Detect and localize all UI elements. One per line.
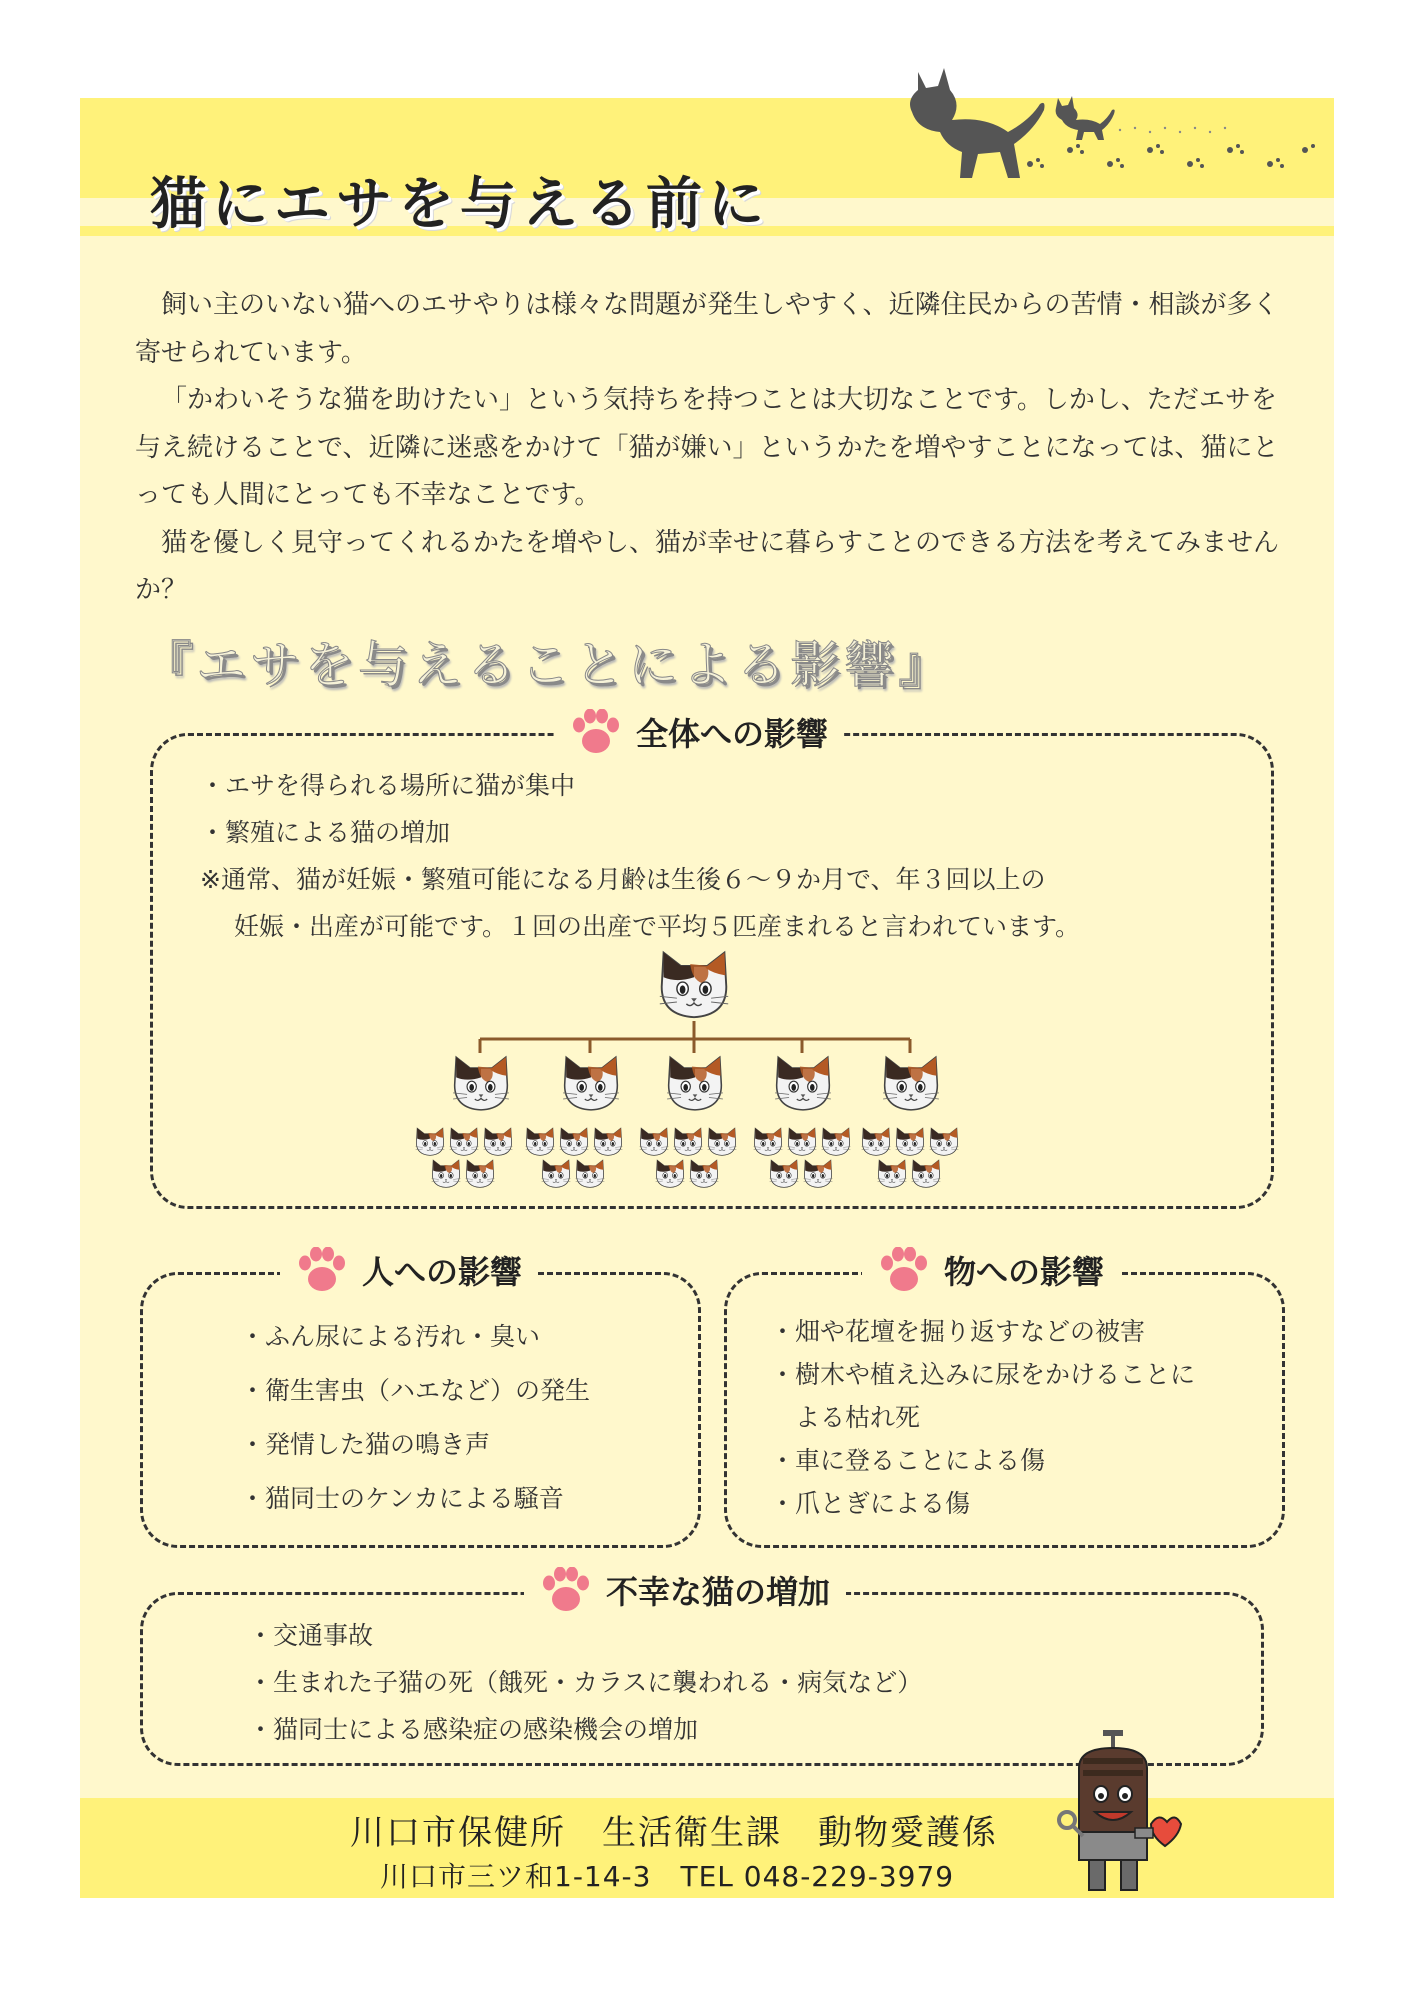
cat-face-icon [804,1160,833,1187]
cat-face-icon [754,1128,783,1155]
property-effects-title: 物への影響 [944,1253,1105,1291]
cat-face-icon [484,1128,513,1155]
paw-print-icon [540,1567,592,1613]
property-effects-list [770,1310,1195,1525]
cat-face-icon [563,1057,619,1110]
cat-face-icon [594,1128,623,1155]
overall-effects-label [554,708,844,756]
paw-trail-icon [1020,120,1320,180]
overall-effects-list [200,762,1080,950]
list-item: ※通常、猫が妊娠・繁殖可能になる月齢は生後６～９か月で、年３回以上の [200,865,1046,894]
cat-face-icon [656,1160,685,1187]
list-item: ・発情した猫の鳴き声 [240,1430,491,1459]
overall-effects-title: 全体への影響 [636,715,829,753]
list-item: ・エサを得られる場所に猫が集中 [200,771,576,800]
paw-print-icon [570,709,622,755]
cat-face-icon [708,1128,737,1155]
cat-face-icon [466,1160,495,1187]
page-title: 猫にエサを与える前に [150,172,770,237]
intro-paragraph: 猫を優しく見守ってくれるかたを増やし、猫が幸せに暮らすことのできる方法を考えてみませんか？ [135,527,1280,605]
cat-face-icon [432,1160,461,1187]
cat-face-icon [667,1057,723,1110]
cat-face-icon [674,1128,703,1155]
list-item: ・繁殖による猫の増加 [200,818,451,847]
list-item: よる枯れ死 [770,1403,921,1432]
cat-face-icon [542,1160,571,1187]
list-item: ・畑や花壇を掘り返すなどの被害 [770,1317,1146,1346]
cat-face-icon [822,1128,851,1155]
cat-face-icon [775,1057,831,1110]
unhappy-cats-list [248,1612,922,1753]
unhappy-cats-label [524,1566,846,1614]
list-item: ・ふん尿による汚れ・臭い [240,1322,541,1351]
intro-paragraph: 「かわいそうな猫を助けたい」という気持ちを持つことは大切なことです。しかし、ただエサを与え続けることで、近隣に迷惑をかけて「猫が嫌い」というかたを増やすことになっては、猫にとっても人間にとっても不幸なことです。 [135,385,1279,510]
effects-heading: 『エサを与えることによる影響』 [142,636,952,694]
cat-face-icon [526,1128,555,1155]
cat-face-icon [453,1057,509,1110]
cat-face-icon [560,1128,589,1155]
intro-text [135,282,1285,615]
list-item: ・猫同士による感染症の感染機会の増加 [248,1715,699,1744]
cat-face-icon [640,1128,669,1155]
cat-breeding-diagram [400,945,1000,1195]
cat-face-icon [660,953,728,1018]
unhappy-cats-title: 不幸な猫の増加 [606,1573,831,1611]
intro-paragraph: 飼い主のいない猫へのエサやりは様々な問題が発生しやすく、近隣住民からの苦情・相談が多く寄せられています。 [135,290,1279,368]
list-item: ・生まれた子猫の死（餓死・カラスに襲われる・病気など） [248,1668,923,1697]
property-effects-label [862,1246,1120,1294]
list-item: 妊娠・出産が可能です。１回の出産で平均５匹産まれると言われています。 [234,912,1081,941]
cat-face-icon [862,1128,891,1155]
cat-face-icon [690,1160,719,1187]
cat-face-icon [878,1160,907,1187]
cat-face-icon [912,1160,941,1187]
people-effects-label [280,1246,538,1294]
cat-face-icon [788,1128,817,1155]
list-item: ・爪とぎによる傷 [770,1489,971,1518]
cat-face-icon [883,1057,939,1110]
list-item: ・交通事故 [248,1621,374,1650]
list-item: ・衛生害虫（ハエなど）の発生 [240,1376,591,1405]
cat-face-icon [930,1128,959,1155]
cat-face-icon [896,1128,925,1155]
people-effects-list [240,1310,590,1526]
cat-face-icon [416,1128,445,1155]
footer-organization: 川口市保健所 生活衛生課 動物愛護係 [350,1813,998,1853]
footer-address: 川口市三ツ和1-14-3 TEL 048-229-3979 [380,1860,955,1893]
paw-print-icon [878,1247,930,1293]
list-item: ・樹木や植え込みに尿をかけることに [770,1360,1196,1389]
paw-print-icon [296,1247,348,1293]
list-item: ・猫同士のケンカによる騒音 [240,1484,564,1513]
cat-face-icon [450,1128,479,1155]
cat-face-icon [576,1160,605,1187]
cat-face-icon [770,1160,799,1187]
list-item: ・車に登ることによる傷 [770,1446,1046,1475]
people-effects-title: 人への影響 [362,1253,523,1291]
mascot-character-icon [1055,1728,1185,1898]
